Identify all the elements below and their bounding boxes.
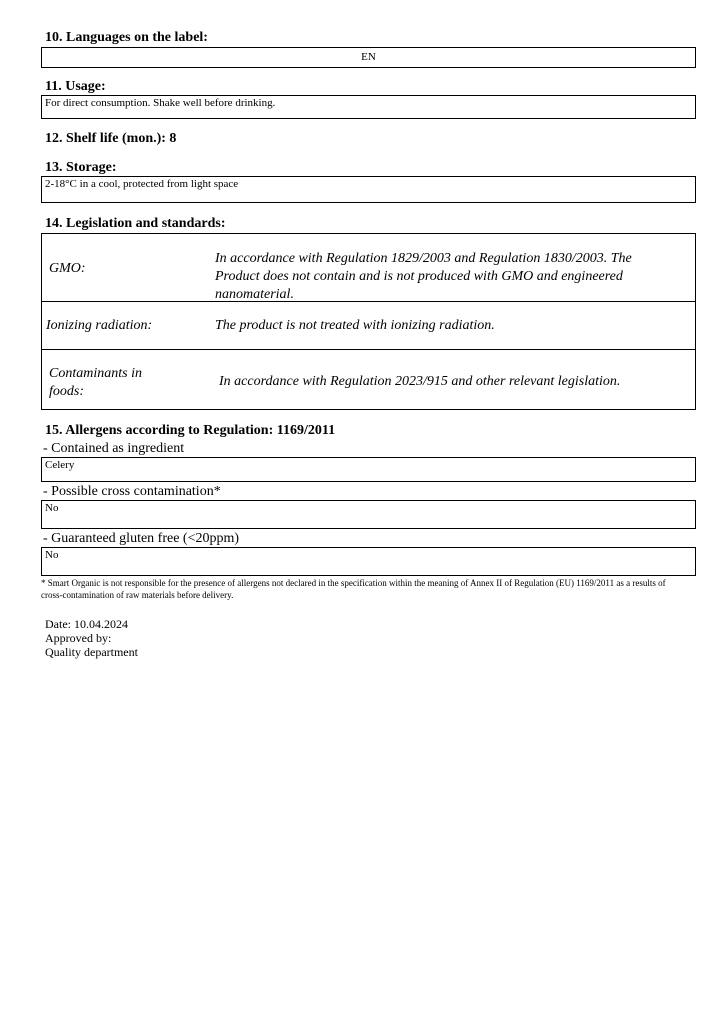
quality-department: Quality department <box>45 645 138 659</box>
legislation-value: In accordance with Regulation 1829/2003 and Regulation 1830/2003. The Product does not contain and is not produced with GMO and engineered nanomaterial. <box>215 251 632 302</box>
legislation-label: GMO: <box>49 261 86 276</box>
contained-ingredient-field: Celery <box>41 457 696 482</box>
legislation-value: The product is not treated with ionizing radiation. <box>215 318 495 333</box>
legislation-row-contaminants <box>42 349 695 409</box>
contained-ingredient-label: - Contained as ingredient <box>43 441 185 456</box>
legislation-heading: 14. Legislation and standards: <box>45 216 226 231</box>
legislation-value: In accordance with Regulation 2023/915 and other relevant legislation. <box>219 374 621 389</box>
gluten-free-field: No <box>41 547 696 576</box>
legislation-label: Contaminants in foods: <box>49 366 142 399</box>
legislation-label: Ionizing radiation: <box>46 318 153 333</box>
usage-heading: 11. Usage: <box>45 79 106 94</box>
gluten-free-label: - Guaranteed gluten free (<20ppm) <box>43 531 240 546</box>
legislation-row-gmo <box>42 234 695 302</box>
cross-contamination-label: - Possible cross contamination* <box>43 484 221 499</box>
legislation-row-ionizing <box>42 301 695 350</box>
approval-date: Date: 10.04.2024 <box>45 617 128 631</box>
storage-field: 2-18°C in a cool, protected from light space <box>41 176 696 203</box>
approved-by-label: Approved by: <box>45 631 112 645</box>
languages-heading: 10. Languages on the label: <box>45 30 208 45</box>
cross-contamination-field: No <box>41 500 696 529</box>
storage-heading: 13. Storage: <box>45 160 117 175</box>
usage-field: For direct consumption. Shake well before drinking. <box>41 95 696 119</box>
allergen-footnote: * Smart Organic is not responsible for the presence of allergens not declared in the specification within the meaning of Annex II of Regulation (EU) 1169/2011 as a results of cross-contamination of raw materials before delivery. <box>41 578 666 600</box>
shelf-life-heading: 12. Shelf life (mon.): 8 <box>45 131 177 146</box>
allergens-heading: 15. Allergens according to Regulation: 1169/2011 <box>45 423 336 438</box>
legislation-table <box>41 233 696 410</box>
languages-field: EN <box>41 47 696 68</box>
